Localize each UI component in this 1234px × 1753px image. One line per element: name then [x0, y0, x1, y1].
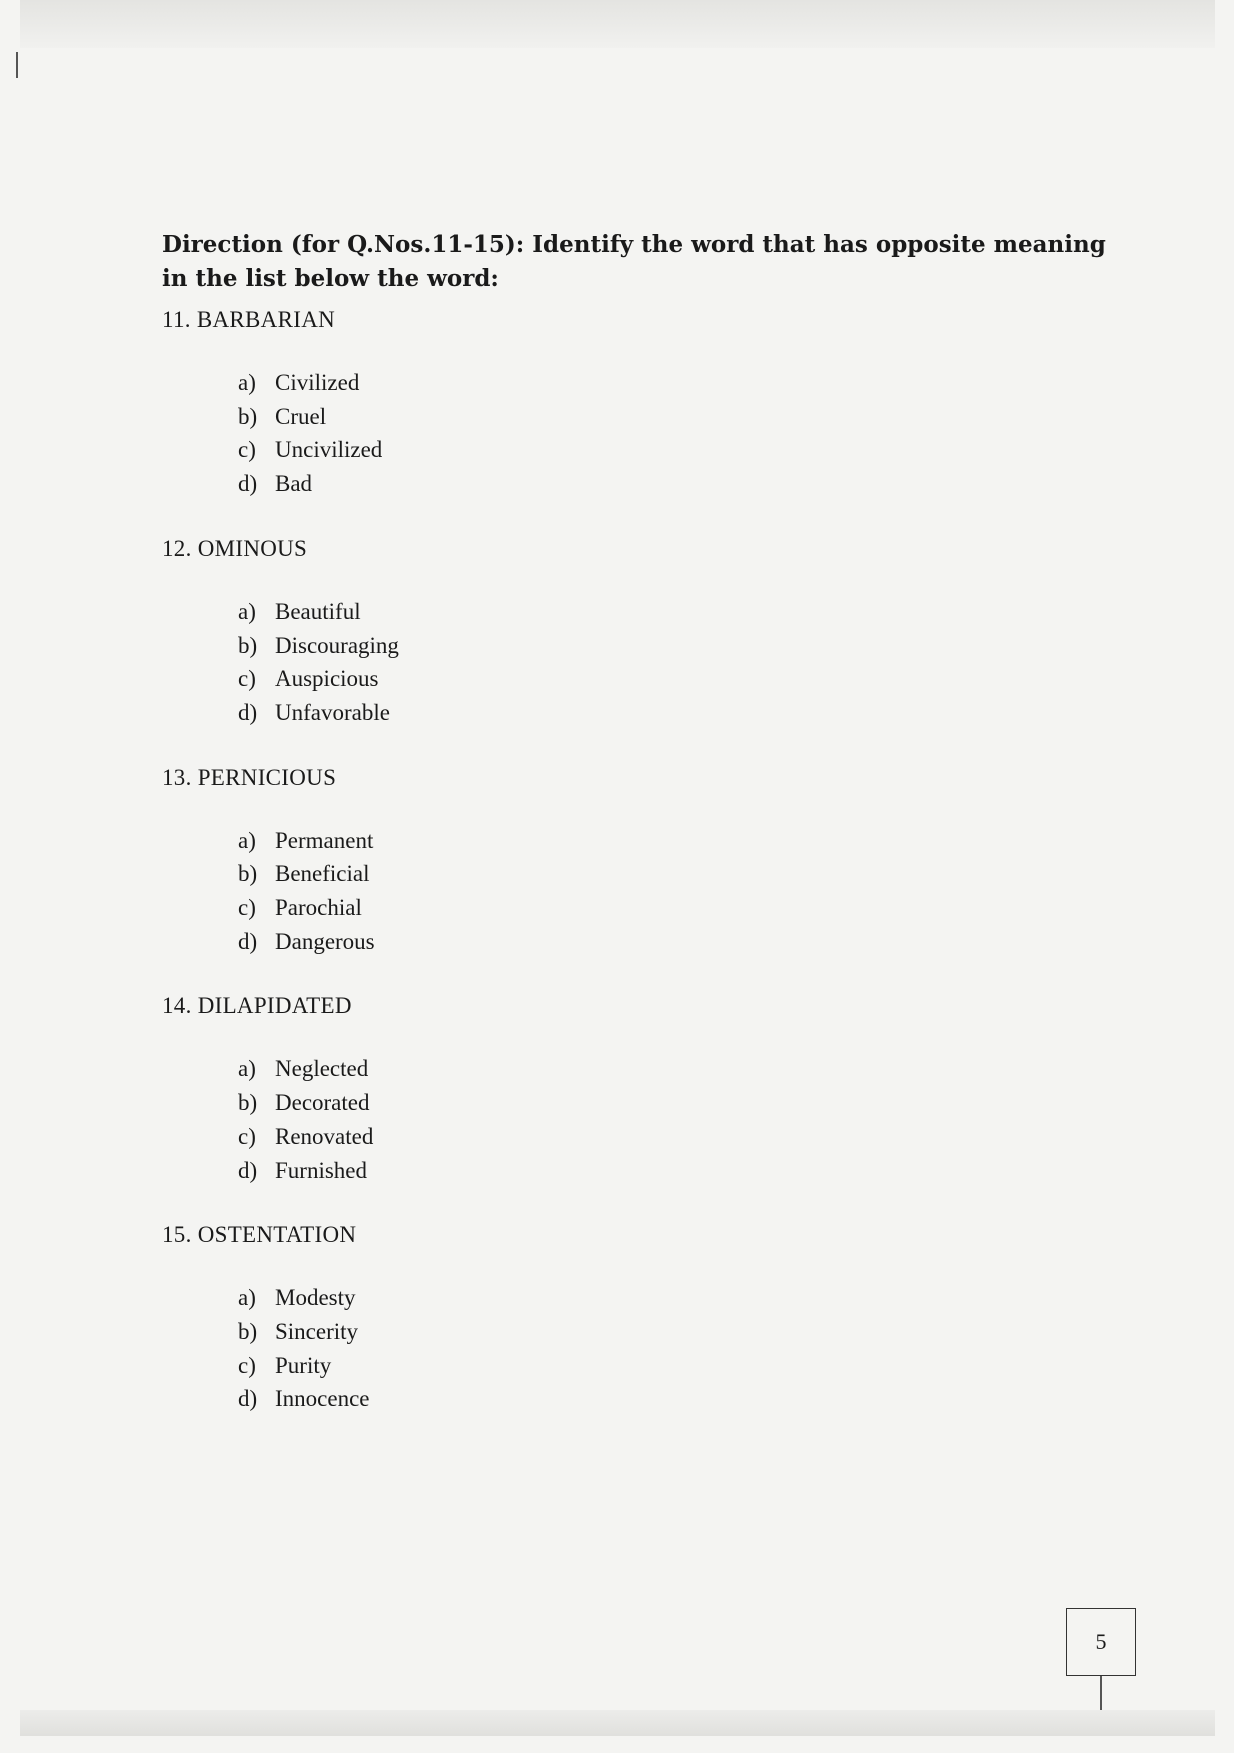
option-b: [238, 1315, 1122, 1349]
option-c: [238, 662, 1122, 696]
option-letter: d): [238, 1157, 258, 1183]
page-number: 5: [1066, 1608, 1136, 1676]
option-a: [238, 1281, 1122, 1315]
option-letter: d): [238, 699, 258, 725]
question-stem: 15. OSTENTATION: [162, 1222, 357, 1248]
option-list: [238, 824, 1122, 959]
option-letter: b): [238, 632, 258, 658]
question-stem: 14. DILAPIDATED: [162, 993, 352, 1019]
question-11: [162, 306, 1122, 501]
scan-bottom-edge: [20, 1710, 1215, 1736]
option-text: Uncivilized: [275, 437, 383, 463]
option-letter: a): [238, 1056, 256, 1082]
option-letter: d): [238, 471, 258, 497]
option-letter: c): [238, 666, 256, 692]
question-stem: 13. PERNICIOUS: [162, 764, 337, 790]
option-d: [238, 1382, 1122, 1416]
option-letter: b): [238, 861, 258, 887]
option-text: Bad: [275, 471, 313, 497]
question-stem: 11. BARBARIAN: [162, 307, 336, 332]
option-c: [238, 1349, 1122, 1383]
option-text: Parochial: [275, 895, 362, 921]
option-text: Purity: [275, 1352, 332, 1378]
option-b: [238, 1086, 1122, 1120]
option-text: Dangerous: [275, 928, 375, 954]
option-letter: b): [238, 403, 258, 429]
option-b: [238, 400, 1122, 434]
option-list: [238, 366, 1122, 501]
option-letter: c): [238, 895, 256, 921]
option-d: [238, 1154, 1122, 1188]
option-a: [238, 366, 1122, 400]
option-letter: c): [238, 1123, 256, 1149]
option-a: [238, 824, 1122, 858]
option-text: Neglected: [275, 1056, 369, 1082]
option-text: Civilized: [275, 370, 360, 395]
option-letter: c): [238, 437, 256, 463]
option-text: Unfavorable: [275, 699, 390, 725]
page-number-connector: [1100, 1676, 1102, 1710]
scan-top-edge: [20, 0, 1215, 48]
option-text: Modesty: [275, 1285, 356, 1311]
option-d: [238, 467, 1122, 501]
option-text: Sincerity: [275, 1318, 359, 1344]
question-page: [162, 228, 1122, 1450]
option-text: Cruel: [275, 403, 327, 429]
option-letter: d): [238, 1386, 258, 1412]
option-text: Innocence: [275, 1386, 370, 1412]
option-a: [238, 1052, 1122, 1086]
option-d: [238, 925, 1122, 959]
option-a: [238, 595, 1122, 629]
option-text: Auspicious: [275, 666, 379, 692]
option-letter: b): [238, 1090, 258, 1116]
question-12: [162, 535, 1122, 730]
option-text: Beneficial: [275, 861, 370, 887]
direction-heading: Direction (for Q.Nos.11-15): Identify the word that has opposite meaning in the list below the word:: [162, 231, 1106, 292]
option-text: Discouraging: [275, 632, 399, 658]
question-14: [162, 992, 1122, 1187]
question-15: [162, 1221, 1122, 1416]
option-letter: a): [238, 1285, 256, 1311]
option-text: Decorated: [275, 1090, 370, 1116]
option-text: Renovated: [275, 1123, 374, 1149]
option-text: Permanent: [275, 827, 374, 853]
option-letter: c): [238, 1352, 256, 1378]
option-b: [238, 629, 1122, 663]
option-c: [238, 891, 1122, 925]
option-b: [238, 857, 1122, 891]
option-c: [238, 433, 1122, 467]
crop-mark-top: [16, 52, 18, 78]
question-stem: 12. OMINOUS: [162, 535, 308, 561]
option-letter: d): [238, 928, 258, 954]
question-13: [162, 764, 1122, 959]
option-text: Furnished: [275, 1157, 367, 1183]
option-letter: a): [238, 827, 256, 853]
option-letter: a): [238, 370, 256, 395]
option-d: [238, 696, 1122, 730]
option-list: [238, 1052, 1122, 1187]
option-text: Beautiful: [275, 598, 361, 624]
option-c: [238, 1120, 1122, 1154]
option-list: [238, 1281, 1122, 1416]
option-letter: b): [238, 1318, 258, 1344]
option-letter: a): [238, 598, 256, 624]
option-list: [238, 595, 1122, 730]
